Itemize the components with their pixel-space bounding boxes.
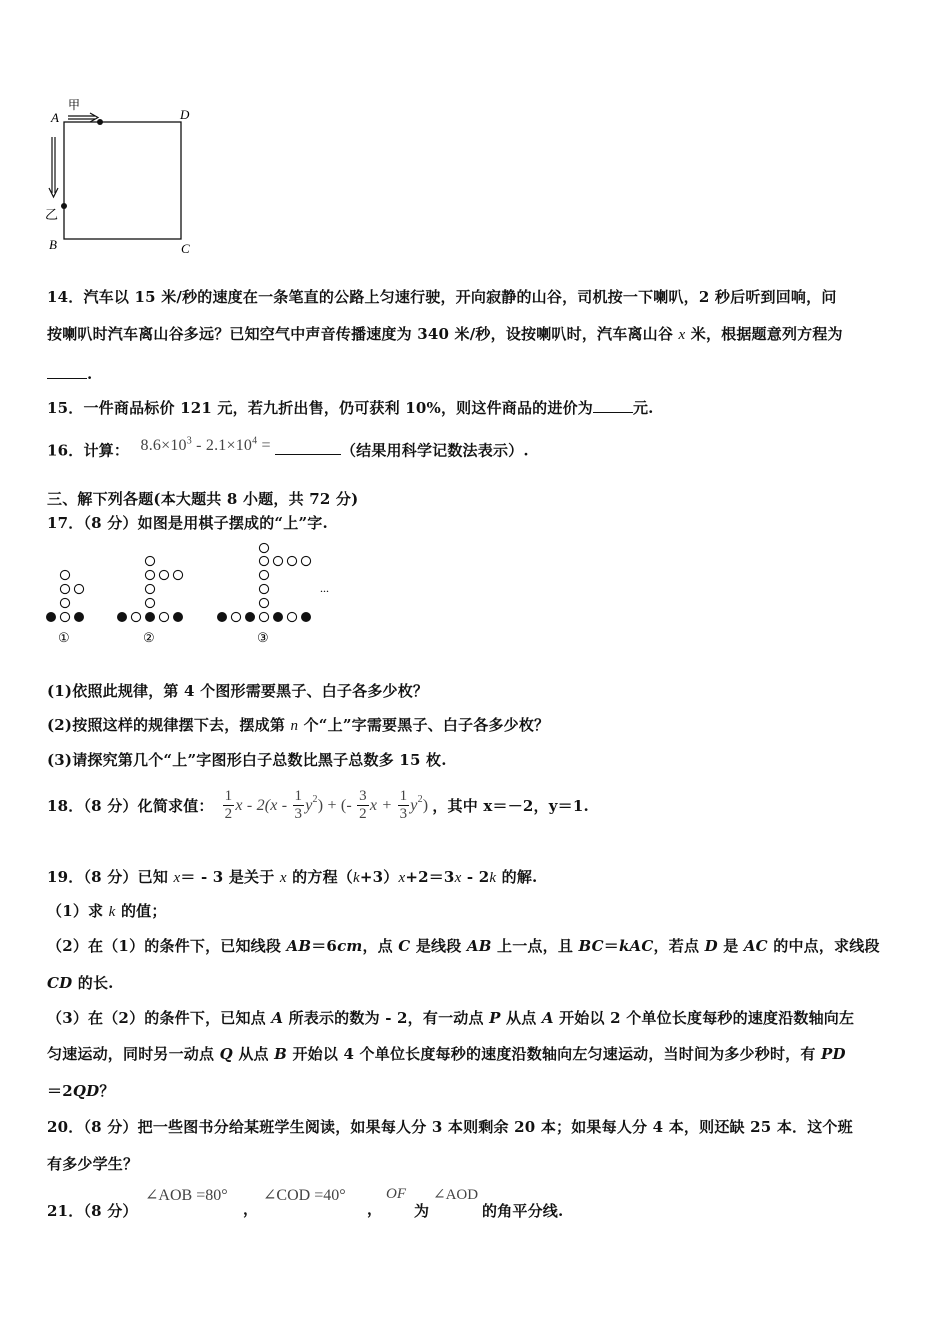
square-abcd <box>64 122 181 239</box>
t: 上一点，且 <box>491 937 579 955</box>
t: 从点 <box>500 1009 542 1027</box>
q21-comma-2: ， <box>367 1200 383 1218</box>
black-piece <box>273 612 283 622</box>
q16-term-a: 8.6×10 <box>140 437 187 455</box>
var-x: x <box>173 870 181 886</box>
t: 匀速运动，同时另一动点 <box>47 1045 220 1063</box>
label-a: A <box>51 110 59 125</box>
ray-of: OF <box>386 1186 406 1202</box>
q14-answer-line <box>47 362 92 383</box>
fraction-3 <box>357 788 369 823</box>
q17-p2-text-2: 个“上”字需要黑子、白子各多少枚？ <box>298 716 550 734</box>
q21-comma-1: ， <box>243 1200 259 1218</box>
t: ＝6 <box>311 937 338 955</box>
q21 <box>47 1200 138 1221</box>
figure-label-2: ② <box>143 630 155 645</box>
t: ，点 <box>362 937 399 955</box>
q18-term-3: ) + (- <box>317 796 357 814</box>
frac-den: 3 <box>294 806 303 822</box>
q14-answer-blank[interactable] <box>47 362 87 379</box>
frac-num: 1 <box>294 788 303 804</box>
q21-wei: 为 <box>414 1202 430 1220</box>
angle-aod: ∠AOD <box>433 1187 479 1203</box>
seg-ac: AC <box>743 937 768 955</box>
q16-equals: = <box>257 437 271 455</box>
t: 是线段 <box>410 937 467 955</box>
q21-prefix: 21．（8 分） <box>47 1202 138 1220</box>
frac-den: 2 <box>359 806 367 822</box>
var-k: k <box>489 870 497 886</box>
white-piece <box>301 556 310 565</box>
t: （1）求 <box>47 902 109 920</box>
q17-intro: 17．（8 分）如图是用棋子摆成的“上”字. <box>47 514 328 532</box>
q19-line1 <box>47 866 537 887</box>
q16-suffix: （结果用科学记数法表示）. <box>340 441 529 460</box>
chess-pieces-figure <box>40 538 340 653</box>
t: +3） <box>359 868 399 886</box>
white-piece <box>74 584 83 593</box>
angle-aob: ∠AOB =80° <box>145 1187 228 1204</box>
arrow-right-icon <box>68 113 98 122</box>
point-yi <box>61 203 67 209</box>
frac-num: 1 <box>224 788 233 804</box>
label-d: D <box>180 107 190 122</box>
t: ，若点 <box>653 937 705 955</box>
q15-answer-blank[interactable] <box>593 396 633 413</box>
label-jia: 甲 <box>68 98 81 112</box>
seg-cd: CD <box>47 974 73 992</box>
white-piece <box>287 612 296 621</box>
black-piece <box>301 612 311 622</box>
arrow-down-icon <box>49 137 58 197</box>
q16-exp-a: 3 <box>186 436 192 447</box>
q17-part1: (1)依照此规律，第 4 个图形需要黑子、白子各多少枚？ <box>47 682 429 700</box>
white-piece <box>60 584 69 593</box>
t: 开始以 2 个单位长度每秒的速度沿数轴向左 <box>553 1009 855 1027</box>
white-piece <box>60 570 69 579</box>
var-x: x <box>279 870 287 886</box>
q19-part3-line1 <box>47 1007 854 1028</box>
q18-term-1: x - 2(x - <box>235 796 292 814</box>
q19-part2-line1 <box>47 935 880 956</box>
white-piece <box>145 584 154 593</box>
t: ？ <box>99 1082 115 1100</box>
label-c: C <box>181 241 190 256</box>
t: 的值； <box>115 902 167 920</box>
white-piece <box>259 570 268 579</box>
white-piece <box>273 556 282 565</box>
black-piece <box>173 612 183 622</box>
q16-term-b: - 2.1×10 <box>191 437 253 455</box>
q18-square-2: 2 <box>417 794 423 805</box>
q14-text-2: 米，根据题意列方程为 <box>685 325 843 343</box>
q14-line1: 14．汽车以 15 米/秒的速度在一条笔直的公路上匀速行驶，开向寂静的山谷，司机按一下喇叭，2 秒后听到回响，问 <box>47 288 837 306</box>
t: ＝ <box>603 937 619 955</box>
q15-end: 元. <box>632 399 654 417</box>
seg-ab: AB <box>286 937 312 955</box>
var-k: k <box>352 870 360 886</box>
figure-label-3: ③ <box>257 630 269 645</box>
q16-exp-b: 4 <box>252 436 258 447</box>
white-piece <box>145 570 154 579</box>
seg-ab: AB <box>466 937 492 955</box>
var-x: x <box>454 870 462 886</box>
frac-num: 3 <box>359 788 367 804</box>
white-piece <box>259 612 268 621</box>
white-piece <box>231 612 240 621</box>
section-3-title: 三、解下列各题(本大题共 8 小题，共 72 分) <box>47 490 359 508</box>
black-piece <box>74 612 84 622</box>
point-c: C <box>398 937 411 955</box>
t: （3）在（2）的条件下，已知点 <box>47 1009 272 1027</box>
t: ＝ - 3 是关于 <box>180 868 280 886</box>
q18-suffix: ，其中 x＝－2，y＝1. <box>432 797 589 815</box>
t: 是 <box>717 937 744 955</box>
t: 的方程（ <box>286 868 353 886</box>
q18-prefix: 18．（8 分）化简求值： <box>47 797 214 815</box>
seg-qd: QD <box>72 1082 100 1100</box>
black-piece <box>117 612 127 622</box>
white-piece <box>259 598 268 607</box>
seg-bc: BC <box>578 937 604 955</box>
q16-prefix: 16．计算： <box>47 441 130 460</box>
point-d: D <box>704 937 718 955</box>
white-piece <box>159 612 168 621</box>
frac-den: 2 <box>224 806 233 822</box>
angle-cod: ∠COD =40° <box>263 1187 346 1204</box>
q18-term-4: x + <box>369 796 397 814</box>
t: 从点 <box>232 1045 275 1063</box>
q17-p2-text: (2)按照这样的规律摆下去，摆成第 <box>47 716 291 734</box>
q20-line2: 有多少学生？ <box>47 1155 139 1173</box>
white-piece <box>259 556 268 565</box>
frac-num: 1 <box>399 788 408 804</box>
point-a: A <box>541 1009 554 1027</box>
ellipsis: ... <box>320 581 329 595</box>
white-piece <box>131 612 140 621</box>
q16 <box>47 436 529 460</box>
unit-cm: cm <box>337 937 363 955</box>
black-piece <box>245 612 255 622</box>
q20-line1: 20．（8 分）把一些图书分给某班学生阅读，如果每人分 3 本则剩余 20 本；如果每人分 4 本，则还缺 25 本．这个班 <box>47 1118 853 1136</box>
t: 19．（8 分）已知 <box>47 868 174 886</box>
q15-text: 15．一件商品标价 121 元，若九折出售，仍可获利 10%，则这件商品的进价为 <box>47 399 593 417</box>
q21-suffix: 的角平分线. <box>482 1202 564 1220</box>
q19-part3-line2 <box>47 1043 846 1064</box>
q14-end: . <box>87 365 93 383</box>
figure-label-1: ① <box>58 630 70 645</box>
t: 的解. <box>496 868 538 886</box>
t: 开始以 4 个单位长度每秒的速度沿数轴向左匀速运动，当时间为多少秒时，有 <box>287 1045 821 1063</box>
q18-square: 2 <box>312 794 318 805</box>
black-piece <box>46 612 56 622</box>
square-figure <box>40 95 210 260</box>
black-piece <box>217 612 227 622</box>
white-piece <box>60 612 69 621</box>
seg-pd: PD <box>820 1045 846 1063</box>
white-piece <box>173 570 182 579</box>
black-piece <box>145 612 155 622</box>
point-p: P <box>489 1009 501 1027</box>
var-x: x <box>678 327 686 343</box>
fraction-2 <box>293 788 305 823</box>
point-q: Q <box>219 1045 233 1063</box>
point-b: B <box>274 1045 288 1063</box>
q18-var-y2: y <box>410 796 418 814</box>
q16-answer-blank[interactable] <box>275 438 341 455</box>
point-a: A <box>271 1009 284 1027</box>
q18-expression <box>222 788 429 823</box>
var-n: n <box>290 718 299 734</box>
q14-text: 按喇叭时汽车离山谷多远？已知空气中声音传播速度为 340 米/秒，设按喇叭时，汽车离山谷 <box>47 325 679 343</box>
label-b: B <box>49 237 57 252</box>
t: - 2 <box>461 868 490 886</box>
q17-part2 <box>47 714 549 735</box>
fraction-1 <box>223 788 235 823</box>
var-x: x <box>398 870 406 886</box>
point-jia <box>97 119 103 125</box>
white-piece <box>259 584 268 593</box>
t: 的长. <box>72 974 114 992</box>
fraction-4 <box>398 788 410 823</box>
t: ＝2 <box>47 1082 73 1100</box>
q18-var-y: y <box>305 796 313 814</box>
white-piece <box>287 556 296 565</box>
frac-den: 3 <box>399 806 408 822</box>
t: 的中点，求线段 <box>767 937 880 955</box>
q19-part2-line2 <box>47 972 114 993</box>
var-k: k <box>108 904 116 920</box>
t: +2＝3 <box>405 868 455 886</box>
white-piece <box>145 598 154 607</box>
label-yi: 乙 <box>45 207 59 222</box>
q19-part1 <box>47 900 167 921</box>
white-piece <box>159 570 168 579</box>
q14-line2 <box>47 323 843 344</box>
white-piece <box>60 598 69 607</box>
q16-expression <box>141 437 275 454</box>
q15 <box>47 396 654 418</box>
expr-kac: kAC <box>618 937 654 955</box>
t: 所表示的数为 - 2，有一动点 <box>283 1009 490 1027</box>
white-piece <box>259 543 268 552</box>
q18 <box>47 788 589 823</box>
q17-part3: (3)请探究第几个“上”字图形白子总数比黑子总数多 15 枚. <box>47 751 447 769</box>
t: （2）在（1）的条件下，已知线段 <box>47 937 287 955</box>
white-piece <box>145 556 154 565</box>
q19-part3-line3 <box>47 1080 115 1101</box>
q18-close: ) <box>422 796 429 814</box>
